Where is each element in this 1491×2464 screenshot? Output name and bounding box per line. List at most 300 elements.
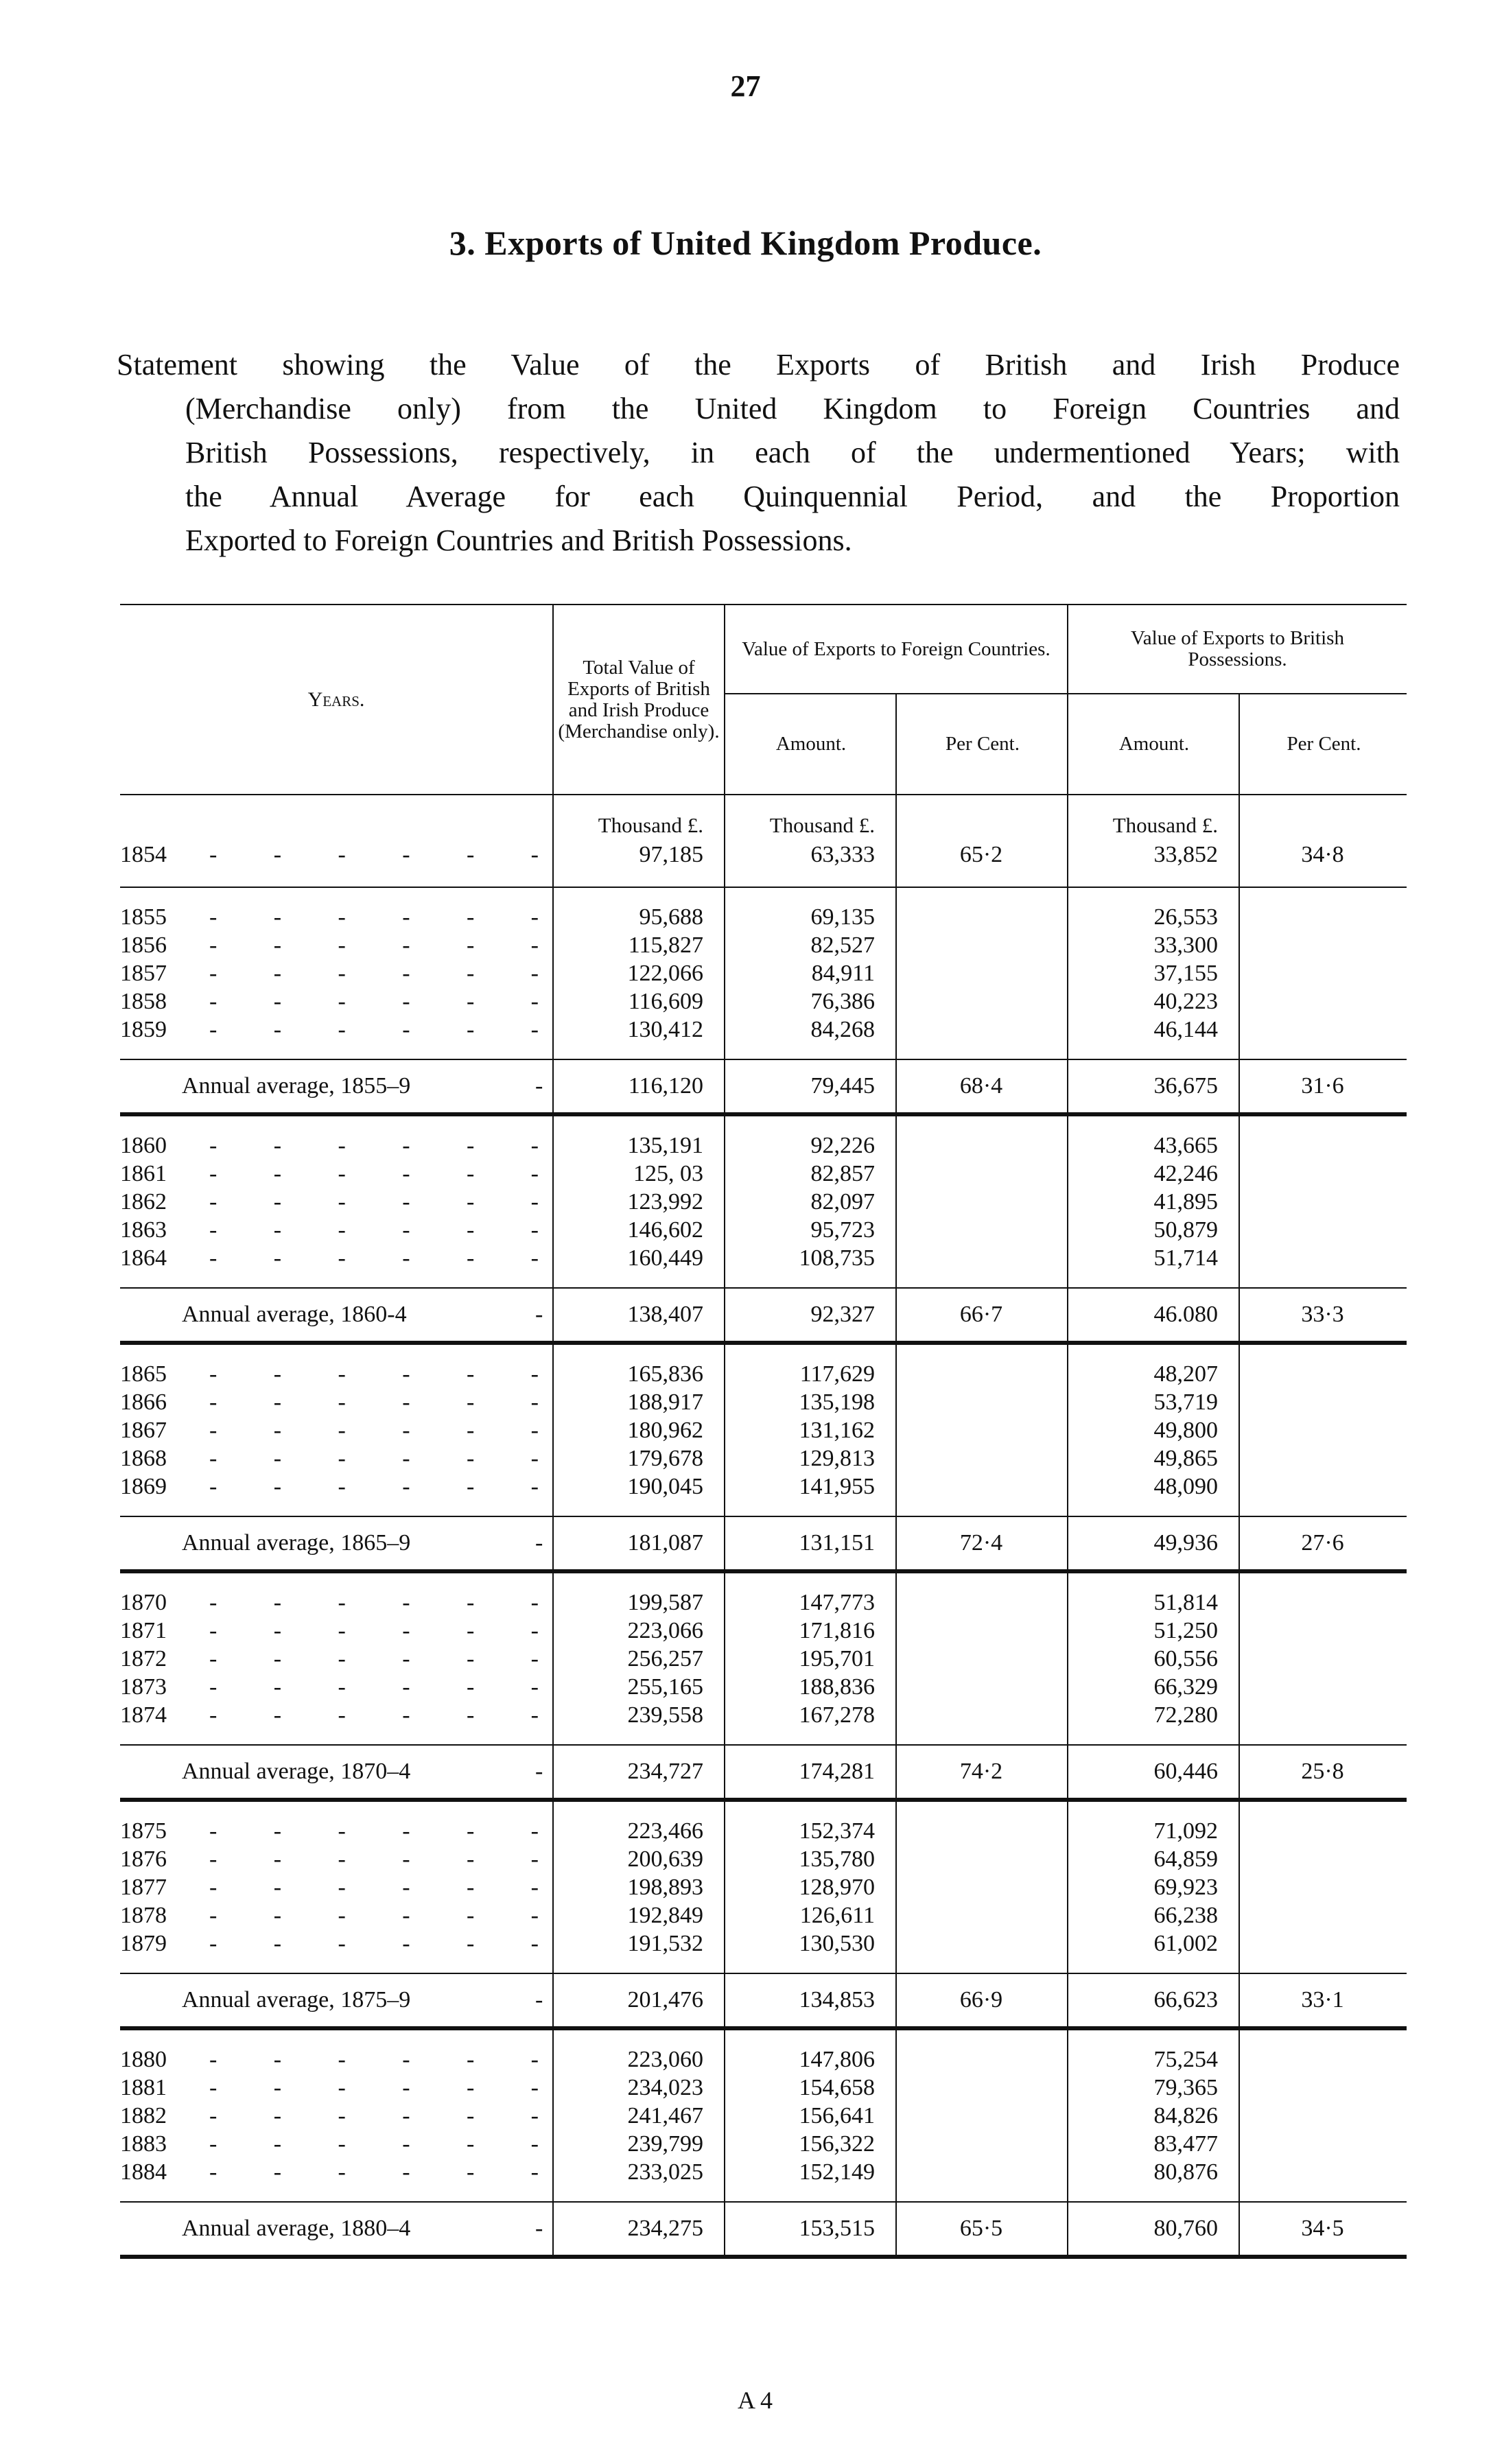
table-row: [120, 1016, 1407, 1044]
leader-dash: -: [466, 904, 475, 930]
leader-dash: -: [530, 1618, 539, 1643]
leader-dash: -: [209, 989, 218, 1014]
table-row: [120, 1360, 1407, 1388]
leader-dash: -: [402, 989, 410, 1014]
foreign-amount: 129,813: [799, 1446, 875, 1471]
annual-average-row: [120, 2201, 1407, 2255]
leader-dash: -: [273, 1702, 282, 1728]
statement-line: British Possessions, respectively, in each of the undermentioned Years; with: [185, 436, 1400, 469]
leader-dash: -: [402, 1389, 410, 1415]
leader-dash: -: [466, 1903, 475, 1928]
leader-dash: -: [273, 1618, 282, 1643]
leader-dash: -: [402, 2047, 410, 2072]
table-row: [120, 1845, 1407, 1873]
year-label: 1883: [120, 2131, 167, 2157]
foreign-amount: 171,816: [799, 1618, 875, 1643]
leader-dash: -: [273, 1903, 282, 1928]
average-foreign-per-cent: 72·4: [959, 1530, 1003, 1556]
british-amount: 48,090: [1153, 1474, 1218, 1499]
leader-dash: -: [530, 1418, 539, 1443]
foreign-amount: 147,773: [799, 1590, 875, 1615]
period-block: [120, 1573, 1407, 1802]
table-row: [120, 1188, 1407, 1216]
leader-dash: -: [209, 2075, 218, 2100]
header-british-amount: Amount.: [1067, 694, 1240, 794]
average-foreign-amount: 79,445: [810, 1073, 875, 1099]
leader-dash: -: [338, 1590, 346, 1615]
annual-average-row: [120, 1059, 1407, 1112]
total-value: 239,799: [627, 2131, 703, 2157]
average-label: Annual average, 1870–4: [182, 1759, 411, 1784]
leader-dash: -: [402, 1418, 410, 1443]
foreign-amount: 117,629: [799, 1361, 875, 1387]
leader-dash: -: [338, 1217, 346, 1243]
leader-dash: -: [338, 1161, 346, 1186]
period-block: [120, 888, 1407, 1116]
leader-dash: -: [530, 2103, 539, 2128]
year-label: 1858: [120, 989, 167, 1014]
leader-dash: -: [273, 904, 282, 930]
statement-line: Statement showing the Value of the Exports of British and Irish Produce: [117, 348, 1400, 382]
average-label: Annual average, 1875–9: [182, 1987, 411, 2013]
leader-dashes: [209, 1845, 539, 1873]
average-british-amount: 60,446: [1153, 1759, 1218, 1784]
year-label: 1878: [120, 1903, 167, 1928]
table-header: [120, 605, 1407, 795]
leader-dash: -: [535, 1759, 543, 1784]
british-amount: 33,300: [1153, 932, 1218, 958]
foreign-amount: 156,322: [799, 2131, 875, 2157]
british-amount: 33,852: [1153, 842, 1218, 867]
leader-dash: -: [530, 1361, 539, 1387]
leader-dash: -: [209, 1875, 218, 1900]
period-block: [120, 2030, 1407, 2259]
leader-dash: -: [273, 1818, 282, 1844]
average-total-value: 234,727: [627, 1759, 703, 1784]
leader-dash: -: [273, 1245, 282, 1271]
leader-dash: -: [338, 1189, 346, 1215]
total-value: 198,893: [627, 1875, 703, 1900]
leader-dash: -: [466, 1646, 475, 1671]
leader-dash: -: [273, 1418, 282, 1443]
leader-dash: -: [466, 961, 475, 986]
leader-dash: -: [530, 2131, 539, 2157]
leader-dash: -: [209, 1189, 218, 1215]
leader-dash: -: [338, 961, 346, 986]
leader-dash: -: [273, 989, 282, 1014]
annual-average-row: [120, 1973, 1407, 2026]
leader-dash: -: [466, 1418, 475, 1443]
table-row: [120, 1216, 1407, 1244]
table-row: [120, 2158, 1407, 2186]
leader-dash: -: [530, 1674, 539, 1700]
foreign-amount: 76,386: [810, 989, 875, 1014]
year-label: 1860: [120, 1133, 167, 1158]
leader-dashes: [209, 1016, 539, 1044]
foreign-amount: 63,333: [810, 842, 875, 867]
leader-dashes: [209, 931, 539, 959]
leader-dash: -: [338, 842, 346, 867]
leader-dash: -: [402, 1245, 410, 1271]
average-label: Annual average, 1855–9: [182, 1073, 411, 1099]
leader-dash: -: [535, 2216, 543, 2241]
table-row: [120, 2045, 1407, 2074]
year-label: 1874: [120, 1702, 167, 1728]
leader-dash: -: [530, 1245, 539, 1271]
year-label: 1862: [120, 1189, 167, 1215]
leader-dash: -: [338, 1818, 346, 1844]
block-1854: [120, 795, 1407, 888]
leader-dash: -: [338, 1846, 346, 1872]
total-value: 122,066: [627, 961, 703, 986]
average-foreign-amount: 131,151: [799, 1530, 875, 1556]
leader-dashes: [209, 1160, 539, 1188]
leader-dash: -: [402, 842, 410, 867]
average-total-value: 116,120: [628, 1073, 703, 1099]
total-value: 165,836: [627, 1361, 703, 1387]
leader-dashes: [209, 2074, 539, 2102]
leader-dash: -: [402, 2103, 410, 2128]
leader-dash: -: [466, 1017, 475, 1042]
leader-dash: -: [530, 1474, 539, 1499]
leader-dash: -: [466, 2103, 475, 2128]
leader-dash: -: [209, 1846, 218, 1872]
leader-dash: -: [402, 1818, 410, 1844]
leader-dash: -: [338, 1903, 346, 1928]
leader-dash: -: [466, 1702, 475, 1728]
leader-dash: -: [402, 1618, 410, 1643]
average-british-amount: 36,675: [1153, 1073, 1218, 1099]
leader-dash: -: [209, 1361, 218, 1387]
year-label: 1855: [120, 904, 167, 930]
leader-dashes: [209, 1873, 539, 1901]
leader-dash: -: [209, 1418, 218, 1443]
year-label: 1863: [120, 1217, 167, 1243]
year-label: 1880: [120, 2047, 167, 2072]
table-row: [120, 1160, 1407, 1188]
foreign-amount: 167,278: [799, 1702, 875, 1728]
average-british-per-cent: 33·1: [1301, 1987, 1344, 2013]
leader-dash: -: [273, 1361, 282, 1387]
average-foreign-per-cent: 66·7: [959, 1302, 1003, 1327]
year-label: 1870: [120, 1590, 167, 1615]
foreign-per-cent: 65·2: [959, 842, 1003, 867]
british-amount: 49,800: [1153, 1418, 1218, 1443]
leader-dash: -: [402, 1161, 410, 1186]
leader-dash: -: [338, 2075, 346, 2100]
leader-dash: -: [402, 1446, 410, 1471]
total-value: 192,849: [627, 1903, 703, 1928]
table-row: [120, 1472, 1407, 1501]
leader-dashes: [209, 1216, 539, 1244]
foreign-amount: 84,268: [810, 1017, 875, 1042]
average-british-per-cent: 31·6: [1301, 1073, 1344, 1099]
leader-dash: -: [402, 2159, 410, 2185]
year-label: 1857: [120, 961, 167, 986]
leader-dash: -: [530, 1217, 539, 1243]
foreign-amount: 82,857: [810, 1161, 875, 1186]
leader-dash: -: [402, 961, 410, 986]
leader-dash: -: [273, 1931, 282, 1956]
leader-dash: -: [530, 1875, 539, 1900]
unit-total: Thousand £.: [598, 813, 703, 837]
leader-dash: -: [402, 1674, 410, 1700]
leader-dash: -: [535, 1073, 543, 1099]
foreign-amount: 135,780: [799, 1846, 875, 1872]
british-amount: 50,879: [1153, 1217, 1218, 1243]
leader-dashes: [209, 2045, 539, 2074]
british-amount: 64,859: [1153, 1846, 1218, 1872]
total-value: 191,532: [627, 1931, 703, 1956]
leader-dash: -: [338, 1618, 346, 1643]
leader-dash: -: [273, 961, 282, 986]
leader-dashes: [209, 1588, 539, 1617]
british-amount: 51,714: [1153, 1245, 1218, 1271]
total-value: 135,191: [627, 1133, 703, 1158]
leader-dash: -: [338, 1646, 346, 1671]
header-foreign-amount: Amount.: [724, 694, 897, 794]
year-label: 1861: [120, 1161, 167, 1186]
leader-dash: -: [209, 2103, 218, 2128]
year-label: 1877: [120, 1875, 167, 1900]
leader-dash: -: [338, 2103, 346, 2128]
leader-dash: -: [338, 1474, 346, 1499]
leader-dash: -: [402, 904, 410, 930]
period-block: [120, 1116, 1407, 1345]
table-row: [120, 1645, 1407, 1673]
average-foreign-amount: 174,281: [799, 1759, 875, 1784]
foreign-amount: 108,735: [799, 1245, 875, 1271]
year-label: 1873: [120, 1674, 167, 1700]
british-amount: 42,246: [1153, 1161, 1218, 1186]
table-row: [120, 1131, 1407, 1160]
leader-dash: -: [209, 1446, 218, 1471]
british-amount: 37,155: [1153, 961, 1218, 986]
leader-dash: -: [530, 2047, 539, 2072]
total-value: 241,467: [627, 2103, 703, 2128]
leader-dash: -: [530, 1702, 539, 1728]
leader-dashes: [209, 1645, 539, 1673]
total-value: 200,639: [627, 1846, 703, 1872]
leader-dash: -: [466, 842, 475, 867]
foreign-amount: 154,658: [799, 2075, 875, 2100]
annual-average-row: [120, 1287, 1407, 1341]
leader-dash: -: [402, 1133, 410, 1158]
leader-dash: -: [338, 1361, 346, 1387]
header-foreign-countries: Value of Exports to Foreign Countries.: [724, 605, 1067, 694]
leader-dash: -: [530, 1646, 539, 1671]
british-amount: 84,826: [1153, 2103, 1218, 2128]
table-row: [120, 1588, 1407, 1617]
british-amount: 51,250: [1153, 1618, 1218, 1643]
foreign-amount: 141,955: [799, 1474, 875, 1499]
unit-british-amount: Thousand £.: [1112, 813, 1218, 837]
foreign-amount: 131,162: [799, 1418, 875, 1443]
leader-dash: -: [209, 961, 218, 986]
footer-signature: A 4: [738, 2386, 773, 2414]
year-label: 1864: [120, 1245, 167, 1271]
leader-dash: -: [273, 2159, 282, 2185]
leader-dashes: [209, 1188, 539, 1216]
total-value: 97,185: [639, 842, 703, 867]
foreign-amount: 92,226: [810, 1133, 875, 1158]
total-value: 160,449: [627, 1245, 703, 1271]
average-label: Annual average, 1880–4: [182, 2216, 411, 2241]
leader-dash: -: [535, 1987, 543, 2013]
year-label: 1872: [120, 1646, 167, 1671]
leader-dash: -: [209, 2047, 218, 2072]
leader-dashes: [209, 1388, 539, 1416]
leader-dash: -: [209, 1702, 218, 1728]
leader-dash: -: [338, 1931, 346, 1956]
header-years: Years.: [307, 688, 365, 711]
leader-dash: -: [466, 1361, 475, 1387]
average-foreign-per-cent: 74·2: [959, 1759, 1003, 1784]
leader-dashes: [209, 1472, 539, 1501]
year-label: 1884: [120, 2159, 167, 2185]
average-foreign-per-cent: 68·4: [959, 1073, 1003, 1099]
leader-dash: -: [209, 2159, 218, 2185]
leader-dash: -: [466, 1590, 475, 1615]
british-amount: 46,144: [1153, 1017, 1218, 1042]
year-label: 1876: [120, 1846, 167, 1872]
average-british-amount: 80,760: [1153, 2216, 1218, 2241]
foreign-amount: 152,374: [799, 1818, 875, 1844]
table-row: [120, 841, 1407, 869]
total-value: 95,688: [639, 904, 703, 930]
table-row: [120, 1244, 1407, 1272]
leader-dash: -: [402, 1361, 410, 1387]
leader-dash: -: [273, 932, 282, 958]
total-value: 234,023: [627, 2075, 703, 2100]
leader-dash: -: [273, 1133, 282, 1158]
table-row: [120, 1416, 1407, 1444]
foreign-amount: 135,198: [799, 1389, 875, 1415]
leader-dash: -: [273, 1646, 282, 1671]
leader-dashes: [209, 959, 539, 987]
leader-dashes: [209, 841, 539, 869]
page-number: 27: [730, 69, 761, 103]
leader-dash: -: [338, 2159, 346, 2185]
leader-dash: -: [466, 1846, 475, 1872]
leader-dash: -: [466, 1189, 475, 1215]
year-label: 1879: [120, 1931, 167, 1956]
header-total-value: Total Value of Exports of British and Irish Produce (Merchandise only).: [552, 605, 724, 794]
british-amount: 43,665: [1153, 1133, 1218, 1158]
annual-average-row: [120, 1744, 1407, 1798]
leader-dashes: [209, 2102, 539, 2130]
leader-dash: -: [209, 1389, 218, 1415]
leader-dash: -: [338, 1418, 346, 1443]
leader-dash: -: [273, 1217, 282, 1243]
average-british-amount: 46.080: [1153, 1302, 1218, 1327]
british-amount: 41,895: [1153, 1189, 1218, 1215]
foreign-amount: 95,723: [810, 1217, 875, 1243]
leader-dash: -: [466, 1474, 475, 1499]
table-row: [120, 1901, 1407, 1929]
leader-dash: -: [466, 1389, 475, 1415]
total-value: 255,165: [627, 1674, 703, 1700]
leader-dash: -: [338, 1446, 346, 1471]
leader-dash: -: [402, 1474, 410, 1499]
leader-dashes: [209, 1901, 539, 1929]
foreign-amount: 82,527: [810, 932, 875, 958]
british-amount: 72,280: [1153, 1702, 1218, 1728]
average-label: Annual average, 1860-4: [182, 1302, 407, 1327]
table-row: [120, 1701, 1407, 1729]
header-british-per-cent: Per Cent.: [1238, 694, 1408, 794]
leader-dashes: [209, 1673, 539, 1701]
leader-dash: -: [466, 1133, 475, 1158]
leader-dash: -: [530, 1931, 539, 1956]
table-row: [120, 931, 1407, 959]
leader-dash: -: [338, 989, 346, 1014]
total-value: 256,257: [627, 1646, 703, 1671]
table-row: [120, 2130, 1407, 2158]
leader-dashes: [209, 1416, 539, 1444]
total-value: 239,558: [627, 1702, 703, 1728]
leader-dashes: [209, 1360, 539, 1388]
statement-line: Exported to Foreign Countries and British Possessions.: [185, 524, 852, 557]
leader-dash: -: [530, 989, 539, 1014]
leader-dash: -: [466, 2159, 475, 2185]
leader-dash: -: [402, 1017, 410, 1042]
leader-dash: -: [273, 1674, 282, 1700]
leader-dash: -: [209, 1674, 218, 1700]
table-row: [120, 2074, 1407, 2102]
british-amount: 71,092: [1153, 1818, 1218, 1844]
british-amount: 51,814: [1153, 1590, 1218, 1615]
leader-dash: -: [530, 1161, 539, 1186]
year-label: 1856: [120, 932, 167, 958]
table-row: [120, 1388, 1407, 1416]
leader-dash: -: [466, 1618, 475, 1643]
total-value: 188,917: [627, 1389, 703, 1415]
leader-dashes: [209, 1817, 539, 1845]
total-value: 179,678: [627, 1446, 703, 1471]
table-body: [120, 795, 1407, 2259]
total-value: 115,827: [628, 932, 703, 958]
total-value: 180,962: [627, 1418, 703, 1443]
foreign-amount: 156,641: [799, 2103, 875, 2128]
leader-dash: -: [338, 1702, 346, 1728]
year-label: 1871: [120, 1618, 167, 1643]
leader-dash: -: [530, 842, 539, 867]
leader-dash: -: [273, 1474, 282, 1499]
leader-dash: -: [466, 1161, 475, 1186]
statement-line: the Annual Average for each Quinquennial Period, and the Proportion: [185, 480, 1400, 513]
table-row: [120, 1929, 1407, 1958]
total-value: 223,066: [627, 1618, 703, 1643]
leader-dash: -: [338, 904, 346, 930]
leader-dash: -: [209, 1161, 218, 1186]
leader-dash: -: [466, 2047, 475, 2072]
british-amount: 61,002: [1153, 1931, 1218, 1956]
leader-dash: -: [209, 2131, 218, 2157]
leader-dashes: [209, 2130, 539, 2158]
average-foreign-amount: 134,853: [799, 1987, 875, 2013]
leader-dash: -: [209, 1618, 218, 1643]
year-label: 1882: [120, 2103, 167, 2128]
table-row: [120, 1673, 1407, 1701]
average-british-per-cent: 33·3: [1301, 1302, 1344, 1327]
table-row: [120, 1617, 1407, 1645]
average-british-per-cent: 27·6: [1301, 1530, 1344, 1556]
year-label: 1859: [120, 1017, 167, 1042]
statement-paragraph: [117, 343, 1400, 563]
foreign-amount: 126,611: [799, 1903, 875, 1928]
leader-dash: -: [273, 1189, 282, 1215]
